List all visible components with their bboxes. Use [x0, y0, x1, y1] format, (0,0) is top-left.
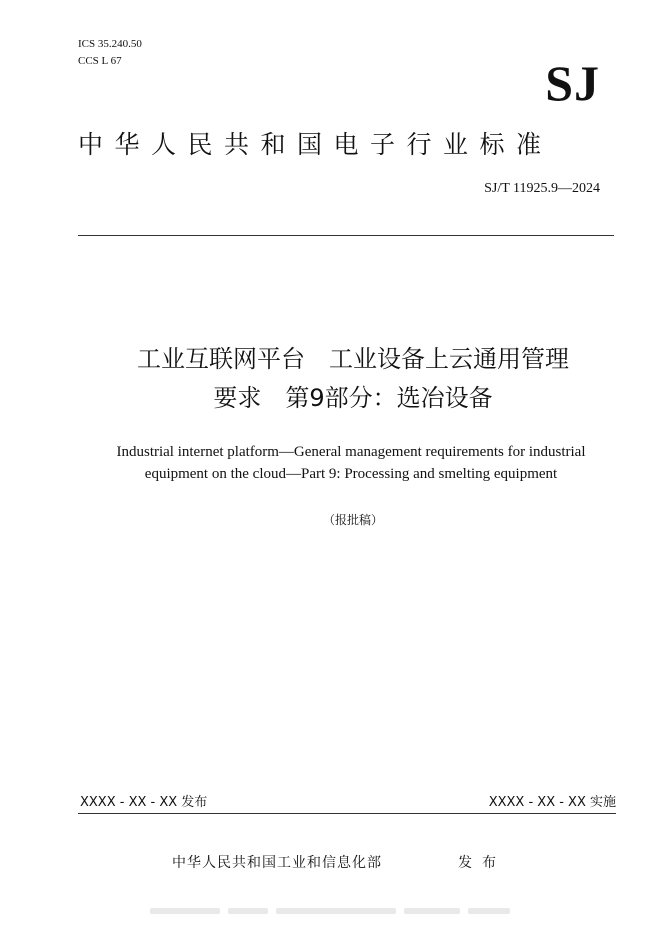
sj-logo: SJ [545, 55, 600, 111]
draft-status: （报批稿） [322, 513, 383, 527]
implement-date: XXXX - XX - XX 实施 [488, 795, 616, 810]
publish-date: XXXX - XX - XX 发布 [80, 795, 208, 810]
faint-watermark [150, 904, 510, 918]
chinese-title-line-2: 要求 第9部分：选冶设备 [213, 384, 493, 412]
ccs-code: CCS L 67 [78, 55, 122, 67]
english-title-line-2: equipment on the cloud—Part 9: Processing and smelting equipment [144, 466, 558, 482]
english-title-line-1: Industrial internet platform—General management requirements for industrial [116, 444, 586, 460]
standard-category-title: 中华人民共和国电子行业标准 [78, 130, 553, 159]
issuing-authority: 中华人民共和国工业和信息化部 [172, 855, 382, 871]
standard-number: SJ/T 11925.9—2024 [484, 181, 600, 196]
header-divider [78, 235, 614, 236]
footer-divider [78, 813, 616, 814]
issue-label: 发布 [458, 855, 506, 871]
chinese-title-line-1: 工业互联网平台 工业设备上云通用管理 [137, 345, 569, 373]
ics-code: ICS 35.240.50 [78, 38, 142, 50]
